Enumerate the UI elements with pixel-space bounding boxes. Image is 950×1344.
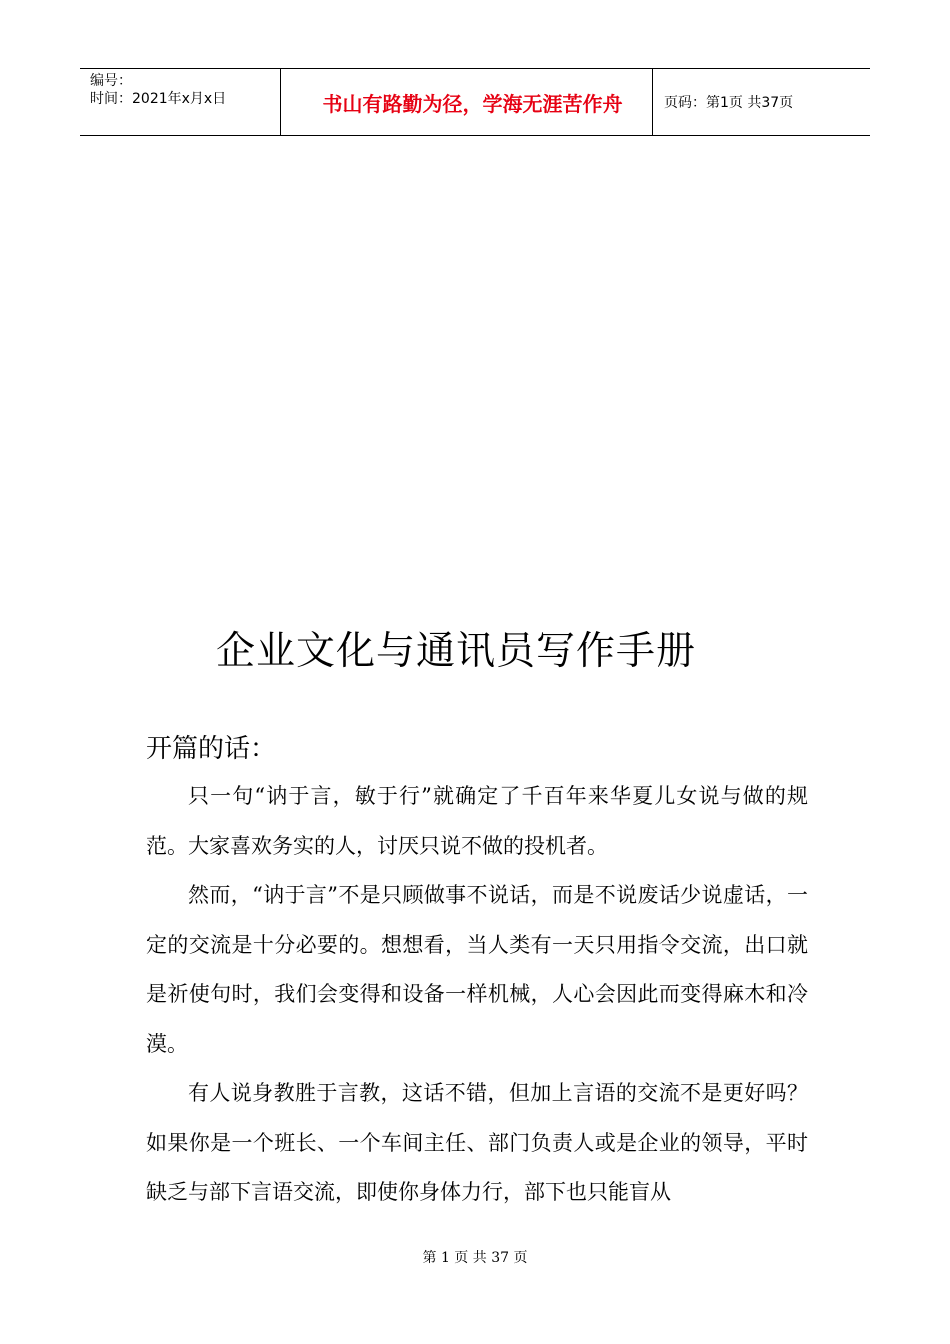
header-page-cell	[653, 69, 870, 135]
motto-text: 书山有路勤为径，学海无涯苦作舟	[322, 91, 623, 116]
paragraph: 只一句“讷于言，敏于行”就确定了千百年来华夏儿女说与做的规范。大家喜欢务实的人，讨厌只说不做的投机者。	[146, 784, 808, 858]
body-text	[146, 772, 808, 1218]
paragraph: 然而，“讷于言”不是只顾做事不说话，而是不说废话少说虚话，一定的交流是十分必要的。想想看，当人类有一天只用指令交流，出口就是祈使句时，我们会变得和设备一样机械，人心会因此而变得麻木和冷漠。	[146, 883, 808, 1056]
page-footer: 第 1 页 共 37 页	[422, 1250, 528, 1266]
paragraph: 有人说身教胜于言教，这话不错，但加上言语的交流不是更好吗？如果你是一个班长、一个车间主任、部门负责人或是企业的领导，平时缺乏与部下言语交流，即使你身体力行，部下也只能盲从	[146, 1081, 808, 1204]
time-label: 时间：2021年x月x日	[90, 91, 227, 107]
page-info: 页码：第1页 共37页	[664, 95, 794, 111]
header-motto-cell	[281, 69, 653, 135]
document-header	[80, 68, 870, 136]
number-label: 编号：	[90, 73, 132, 89]
section-heading: 开篇的话：	[146, 734, 277, 764]
header-meta-cell	[80, 69, 281, 135]
document-title: 企业文化与通讯员写作手册	[215, 629, 696, 674]
